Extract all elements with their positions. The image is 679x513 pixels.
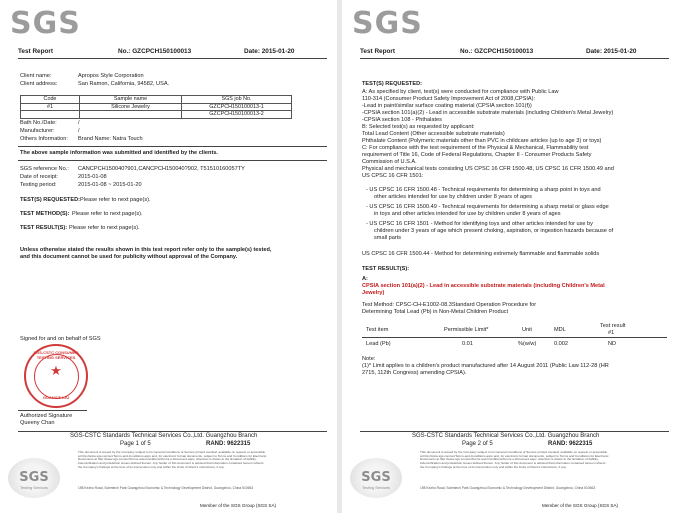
requested-line: 110-314 (Consumer Product Safety Improvement Act of 2008,CPSIA): xyxy=(362,96,536,102)
note-line-2: 2715, 112th Congress) amending CPSIA). xyxy=(362,370,467,376)
col-result-sample: #1 xyxy=(608,330,615,336)
col-test-item: Test item xyxy=(366,327,389,333)
client-name: Apropos Style Corporation xyxy=(78,73,144,79)
test-result-label: TEST RESULT(S): xyxy=(20,225,68,231)
batch-value: / xyxy=(78,120,80,126)
fine-line: indemnification and jurisdiction issues defined therein. Any holder of this document is advised that information contained hereon reflects xyxy=(78,461,264,466)
seal-subtext: Testing Services xyxy=(362,486,390,490)
testing-period: 2015-01-08 ~ 2015-01-20 xyxy=(78,182,142,188)
requested-line: B: Selected test(s) as requested by applicant: xyxy=(362,124,475,130)
table-row xyxy=(21,103,292,111)
section-a-label: A: xyxy=(362,276,368,282)
table-cell: #1 xyxy=(21,103,80,111)
report-label: Test Report xyxy=(360,48,396,55)
requested-line: Physical and mechanical tests consisting US CPSC 16 CFR 1500.48, US CPSC 16 CFR 1500.49 and xyxy=(362,166,614,172)
client-name-label: Client name: xyxy=(20,73,52,79)
fine-line: Documents at http://www.sgs.com/en/Terms-and-Conditions/Terms-e-Document.aspx. Attention is drawn to the limitation of liability, xyxy=(78,457,257,462)
manufacturer-label: Manufacturer: xyxy=(20,128,55,134)
address-line: 198 Kezhu Road, Scientech Park Guangzhou Economic & Technology Development District, Guangzhou, China 510663 xyxy=(420,486,596,490)
stamp-bottom-text: GUANGZHOU xyxy=(42,395,70,400)
bullet-line: small parts xyxy=(374,235,402,241)
requested-line: US CPSC 16 CFR 1501: xyxy=(362,173,424,179)
report-date: Date: 2015-01-20 xyxy=(244,48,295,55)
requested-line: -CPSIA section 108 - Phthalates xyxy=(362,117,442,123)
requested-line: Phthalate Content (Polymeric materials other than PVC in childcare articles (up to age 3) or toys) xyxy=(362,138,602,144)
row-test-item: Lead (Pb) xyxy=(366,341,391,347)
sample-statement: The above sample information was submitted and identified by the clients. xyxy=(20,150,218,156)
fine-line: the Company's findings at the time of its intervention only and within the limits of Client's instructions, if any. xyxy=(420,464,567,469)
report-date: Date: 2015-01-20 xyxy=(586,48,637,55)
authorized-signature-label: Authorized Signature xyxy=(20,413,73,419)
disclaimer-line-1: Unless otherwise stated the results shown in this test report refer only to the sample(s) tested, xyxy=(20,247,272,253)
col-code: Code xyxy=(21,96,80,104)
tests-requested-label: TEST(S) REQUESTED: xyxy=(20,197,80,203)
footer-company: SGS-CSTC Standards Technical Services Co.,Ltd. Guangzhou Branch xyxy=(412,433,600,439)
sample-table xyxy=(20,95,292,119)
client-address-label: Client address: xyxy=(20,81,58,87)
flammability-line: US CPSC 16 CFR 1500.44 - Method for determining extremely flammable and flammable solids xyxy=(362,251,600,257)
fine-print xyxy=(78,451,329,470)
fine-line: Documents at http://www.sgs.com/en/Terms-and-Conditions/Terms-e-Document.aspx. Attention is drawn to the limitation of liability, xyxy=(420,457,599,462)
cpsia-lead-heading-1: CPSIA section 101(a)(2) - Lead in accessible substrate materials (including Children's Metal xyxy=(362,283,605,289)
table-cell: GZCPCH150100013-1 xyxy=(182,103,292,111)
fine-line: the Company's findings at the time of its intervention only and within the limits of Client's instructions, if any. xyxy=(78,464,225,469)
footer-rule xyxy=(360,431,669,432)
row-mdl: 0.002 xyxy=(554,341,568,347)
fine-line: This document is issued by the Company subject to its General Conditions of Service printed overleaf, available on request or accessible xyxy=(78,450,266,454)
test-result-value: Please refer to next page(s). xyxy=(69,225,140,231)
report-number: No.: GZCPCH150100013 xyxy=(460,48,534,55)
page-number: Page 2 of 5 xyxy=(462,441,493,447)
header-rule xyxy=(18,58,327,59)
requested-line: -Lead in paint/similar surface coating material (CPSIA section 101(f)) xyxy=(362,103,532,109)
row-result: ND xyxy=(608,341,617,347)
cpsia-lead-heading-2: Jewelry) xyxy=(362,290,385,296)
requested-list xyxy=(362,89,614,180)
test-method-label: TEST METHOD(S): xyxy=(20,211,70,217)
note-line-1: (1)* Limit applies to a children's product manufactured after 14 August 2011 (Public Law 112-28 (HR xyxy=(362,363,609,369)
fine-line: at http://www.sgs.com/en/Terms-and-Conditions.aspx and, for electronic format documents, subject to Terms and Conditions for Electronic xyxy=(78,453,267,458)
table-cell: GZCPCH150100013-2 xyxy=(182,111,292,119)
bullet-line: - US CPSC 16 CFR 1500.49 - Technical requirements for determining a sharp metal or glass edge xyxy=(366,204,609,210)
sgs-seal xyxy=(8,458,60,498)
period-label: Testing period: xyxy=(20,182,57,188)
table-header-row xyxy=(21,96,292,104)
test-method-line-1: Test Method: CPSC-CH-E1002-08.3Standard Operation Procedure for xyxy=(362,302,537,308)
star-icon: ★ xyxy=(50,363,62,378)
rand-code: RAND: 9622315 xyxy=(548,441,593,447)
footer-company: SGS-CSTC Standards Technical Services Co.,Ltd. Guangzhou Branch xyxy=(70,433,258,439)
requested-line: requirement of Title 16, Code of Federal Regulations, Chapter II - Consumer Products Safety xyxy=(362,152,592,158)
sgs-logo: SGS xyxy=(352,6,423,41)
tests-requested-title: TEST(S) REQUESTED: xyxy=(362,81,422,87)
manufacturer-value: / xyxy=(78,128,80,134)
stamp-top-text: SGS-CSTC CONSUMER TESTING SERVICES xyxy=(33,350,79,360)
col-unit: Unit xyxy=(522,327,532,333)
fine-line: at http://www.sgs.com/en/Terms-and-Conditions.aspx and, for electronic format documents, subject to Terms and Conditions for Electronic xyxy=(420,453,609,458)
header-rule xyxy=(360,58,669,59)
test-method-line-2: Determining Total Lead (Pb) in Non-Metal Children Product xyxy=(362,309,509,315)
requested-line: -CPSIA section 101(a)(2) - Lead in accessible substrate materials (including Children's Metal Jewelry) xyxy=(362,110,614,116)
sgs-seal xyxy=(350,458,402,498)
sgs-logo: SGS xyxy=(10,6,81,41)
bullet-line: other articles intended for use by children under 8 years of ages xyxy=(374,194,532,200)
col-mdl: MDL xyxy=(554,327,566,333)
requested-line: Total Lead Content (Other accessible substrate materials) xyxy=(362,131,505,137)
cfr-bullets xyxy=(366,187,613,242)
other-info-value: Brand Name: Natra Touch xyxy=(78,136,143,142)
disclaimer-line-2: and this document cannot be used for publicity without approval of the Company. xyxy=(20,254,238,260)
signature-line xyxy=(18,410,87,411)
requested-line: A: As specified by client, test(s) were conducted for compliance with Public Law xyxy=(362,89,559,95)
fine-line: indemnification and jurisdiction issues defined therein. Any holder of this document is advised that information contained hereon reflects xyxy=(420,461,606,466)
member-line: Member of the SGS Group (SGS SA) xyxy=(542,503,619,508)
seal-logo: SGS xyxy=(19,470,49,485)
receipt-label: Date of receipt: xyxy=(20,174,58,180)
seal-subtext: Testing Services xyxy=(20,486,48,490)
table-rule xyxy=(362,337,667,338)
test-method-value: Please refer to next page(s). xyxy=(72,211,143,217)
col-limit: Permissible Limit* xyxy=(444,327,489,333)
sgs-ref: CANCPCH150040?901,CANCPCH150040?902, T51510160057TY xyxy=(78,166,245,172)
table-cell: Silicone Jewelry xyxy=(80,103,182,111)
table-row xyxy=(21,111,292,119)
report-page-2 xyxy=(342,0,679,513)
fine-print xyxy=(420,451,671,470)
report-number: No.: GZCPCH150100013 xyxy=(118,48,192,55)
note-title: Note: xyxy=(362,356,376,362)
report-label: Test Report xyxy=(18,48,54,55)
batch-label: Bath No./Date: xyxy=(20,120,57,126)
divider xyxy=(18,160,327,161)
address-line: 198 Kezhu Road, Scientech Park Guangzhou Economic & Technology Development District, Guangzhou, China 510663 xyxy=(78,486,254,490)
bullet-line: in toys and other articles intended for use by children under 8 years of ages xyxy=(374,211,561,217)
client-address: San Ramon, California, 94582, USA. xyxy=(78,81,170,87)
page-number: Page 1 of 5 xyxy=(120,441,151,447)
bullet-line: - US CPSC 16 CFR 1501 - Method for identifying toys and other articles intended for use by xyxy=(366,221,593,227)
receipt-date: 2015-01-08 xyxy=(78,174,107,180)
fine-line: This document is issued by the Company subject to its General Conditions of Service printed overleaf, available on request or accessible xyxy=(420,450,608,454)
signer-name: Queeny Chan xyxy=(20,420,55,426)
test-results-title: TEST RESULT(S): xyxy=(362,266,410,272)
seal-logo: SGS xyxy=(361,470,391,485)
bullet-line: children under 3 years of age which present choking, aspiration, or ingestion hazards because of xyxy=(374,228,614,234)
col-sample-name: Sample name xyxy=(80,96,182,104)
requested-line: Commission of U.S.A. xyxy=(362,159,417,165)
member-line: Member of the SGS Group (SGS SA) xyxy=(200,503,277,508)
requested-line: C: For compliance with the test requirement of the Physical & Mechanical, Flammability test xyxy=(362,145,589,151)
table-cell xyxy=(80,111,182,119)
report-page-1 xyxy=(0,0,337,513)
sgs-ref-label: SGS reference No.: xyxy=(20,166,69,172)
other-info-label: Others Information: xyxy=(20,136,68,142)
footer-rule xyxy=(18,431,327,432)
row-limit: 0.01 xyxy=(462,341,473,347)
divider xyxy=(18,146,327,147)
col-result: Test result xyxy=(600,323,626,329)
rand-code: RAND: 9622315 xyxy=(206,441,251,447)
tests-requested-value: Please refer to next page(s). xyxy=(80,197,151,203)
bullet-line: - US CPSC 16 CFR 1500.48 - Technical requirements for determining a sharp point in toys and xyxy=(366,187,601,193)
signed-label: Signed for and on behalf of SGS xyxy=(20,336,101,342)
company-stamp xyxy=(24,344,88,408)
table-cell xyxy=(21,111,80,119)
row-unit: %(w/w) xyxy=(518,341,537,347)
col-job-no: SGS job No. xyxy=(182,96,292,104)
